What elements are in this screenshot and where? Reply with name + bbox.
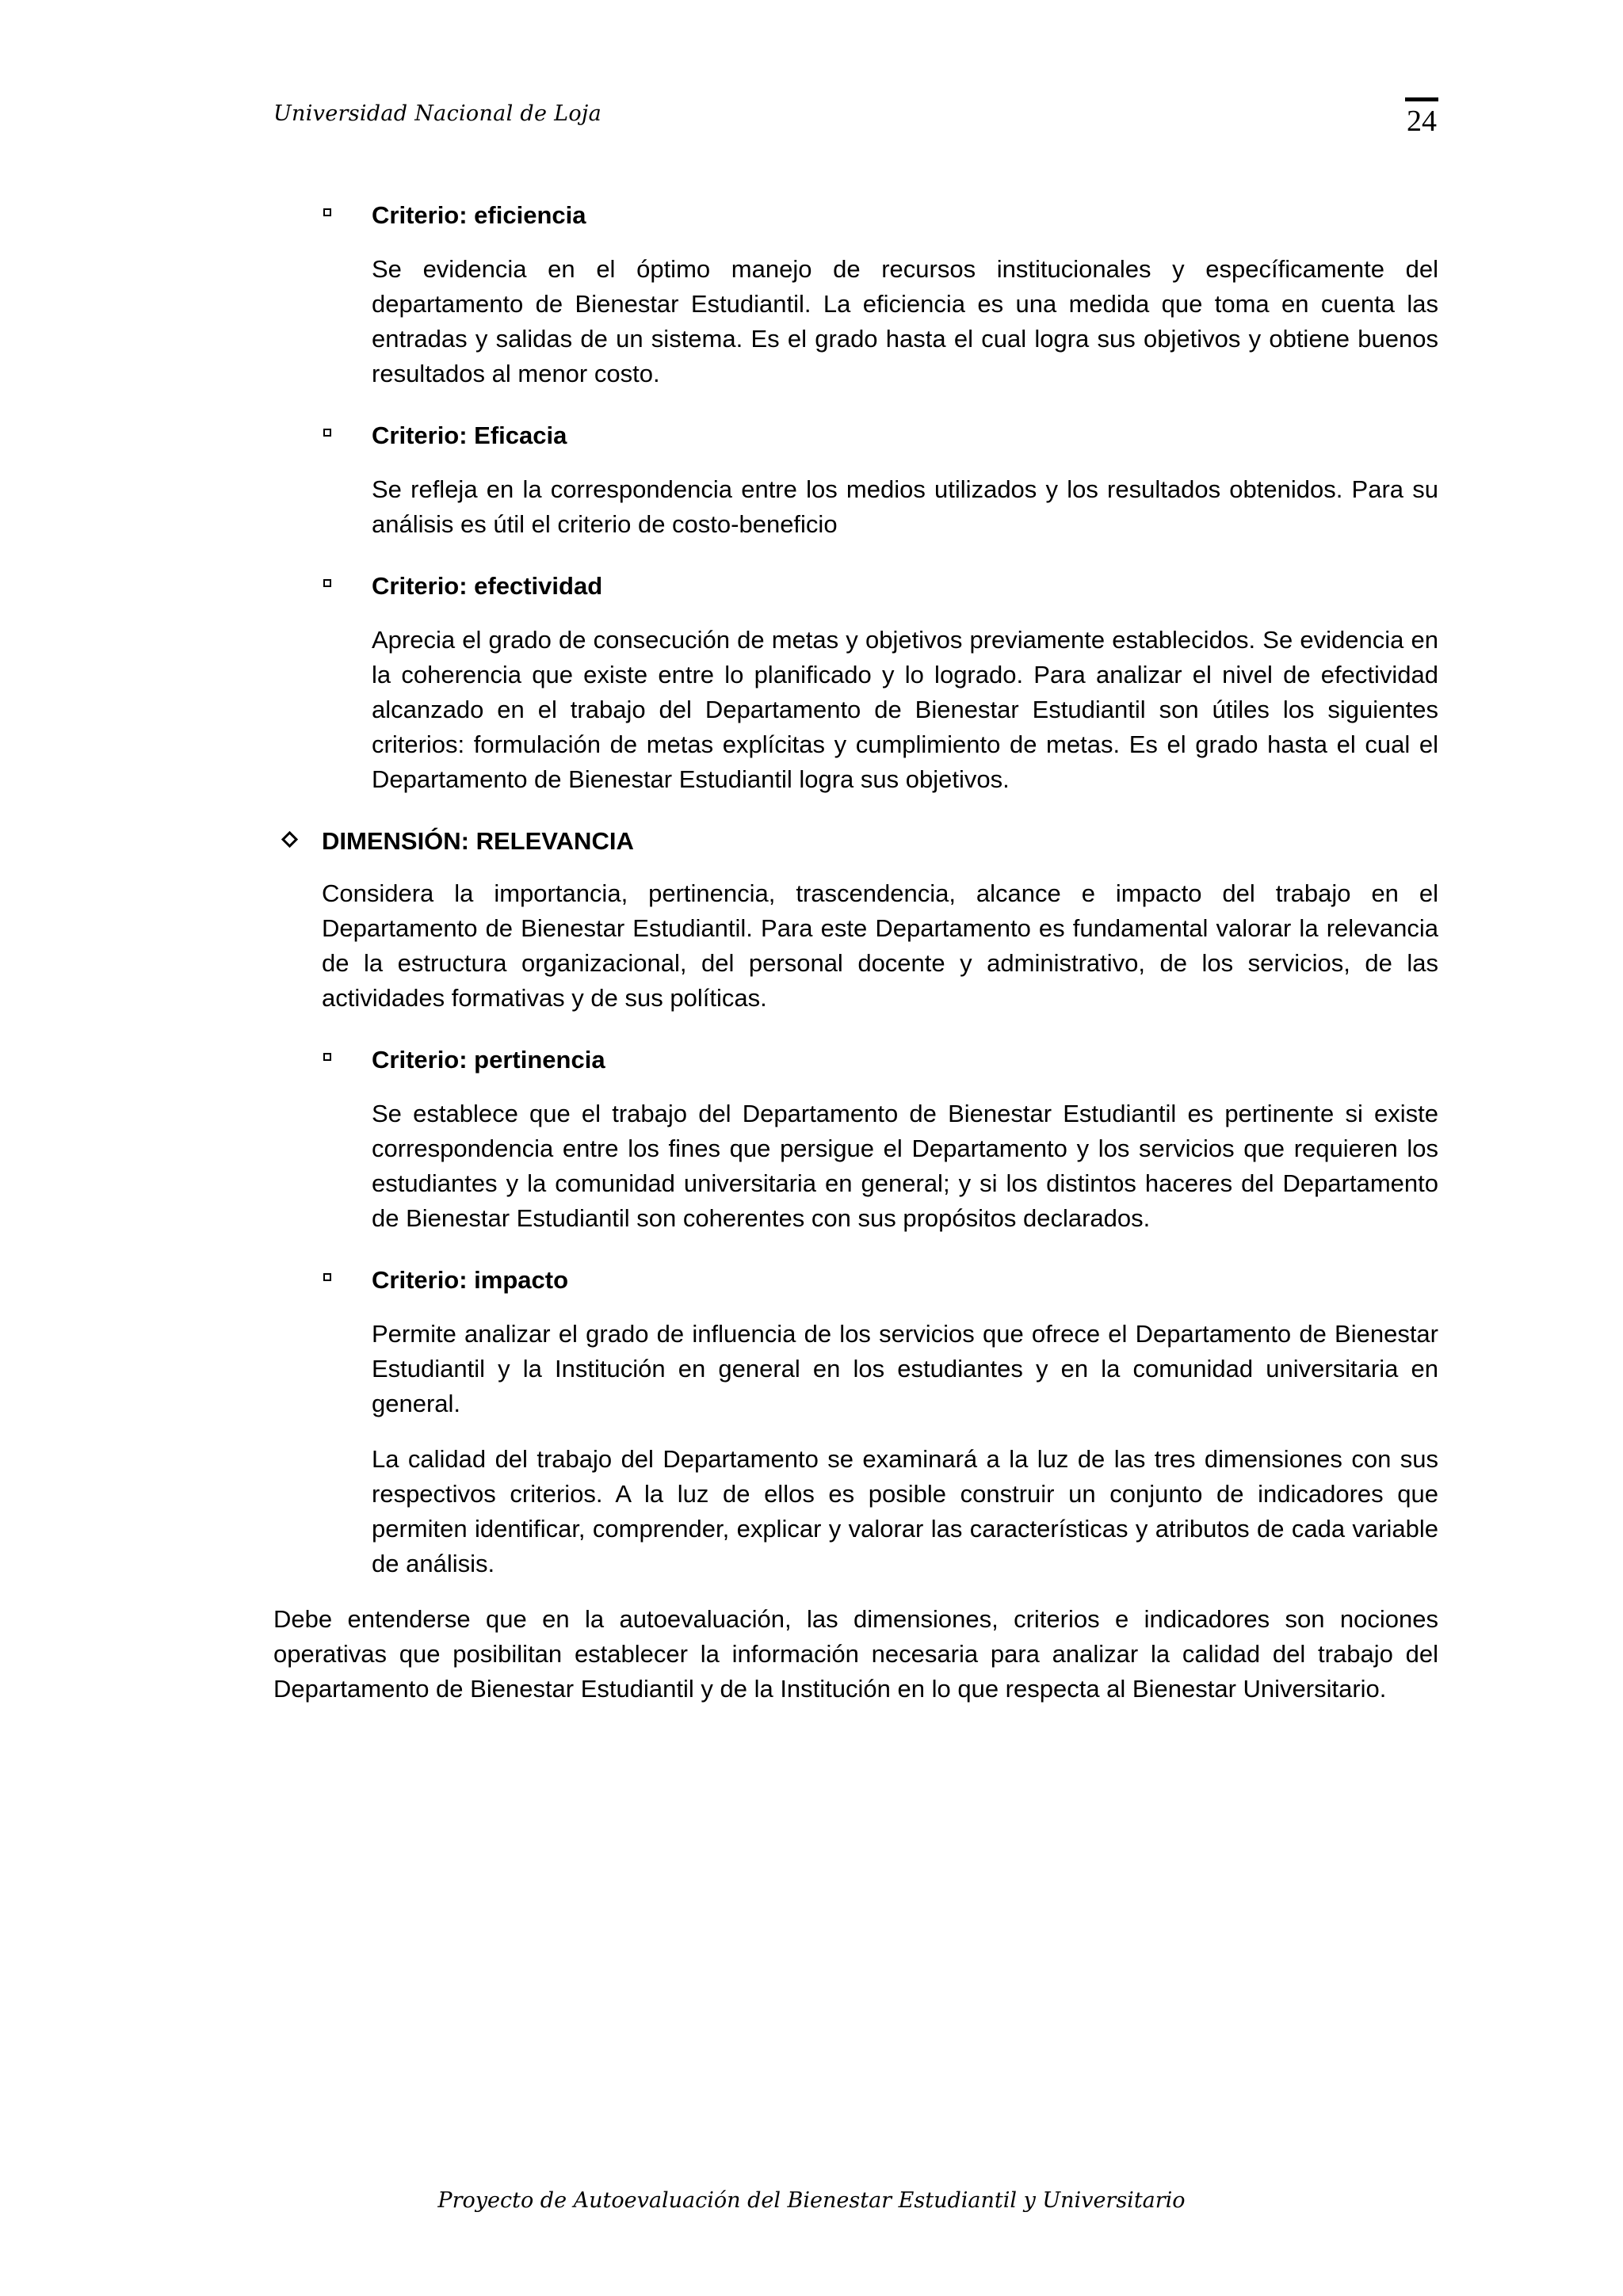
criterion-paragraph-2: La calidad del trabajo del Departamento se examinará a la luz de las tres dimensiones con sus respectivos criterios. A la luz de ellos es posible construir un conjunto de indicadores que permiten identificar, comprender, explicar y valorar las características y atributos de cada variable de análisis. (372, 1445, 1438, 1577)
criterion-impacto (372, 1263, 1438, 1581)
square-bullet-icon (323, 1273, 331, 1281)
square-bullet-icon (323, 429, 331, 437)
criterion-heading (372, 569, 1438, 604)
criterion-heading (372, 198, 1438, 233)
criterion-pertinencia (372, 1043, 1438, 1236)
criterion-paragraph: Se establece que el trabajo del Departamento de Bienestar Estudiantil es pertinente si existe correspondencia entre los fines que persigue el Departamento y los servicios que requieren los estudiantes y la comunidad universitaria en general; y si los distintos haceres del Departamento de Bienestar Estudiantil son coherentes con sus propósitos declarados. (372, 1100, 1438, 1232)
criterion-paragraph: Aprecia el grado de consecución de metas y objetivos previamente establecidos. Se evidencia en la coherencia que existe entre lo planificado y lo logrado. Para analizar el nivel de efectividad alcanzado en el trabajo del Departamento de Bienestar Estudiantil son útiles los siguientes criterios: formulación de metas explícitas y cumplimiento de metas. Es el grado hasta el cual el Departamento de Bienestar Estudiantil logra sus objetivos. (372, 626, 1438, 793)
criterion-heading (372, 1263, 1438, 1298)
square-bullet-icon (323, 579, 331, 587)
footer-text: Proyecto de Autoevaluación del Bienestar Estudiantil y Universitario (437, 2188, 1186, 2213)
dimension-paragraph: Considera la importancia, pertinencia, trascendencia, alcance e impacto del trabajo en el Departamento de Bienestar Estudiantil. Para este Departamento es fundamental valorar la relevancia de la estructura organizacional, del personal docente y administrativo, de los servicios, de las actividades formativas y de sus políticas. (322, 879, 1438, 1012)
criterion-heading-text: Criterio: pertinencia (372, 1046, 605, 1074)
criterion-heading (372, 418, 1438, 453)
criterion-eficacia (372, 418, 1438, 542)
dimension-heading-text: DIMENSIÓN: RELEVANCIA (322, 827, 634, 855)
document-body (273, 198, 1438, 1707)
square-bullet-icon (323, 1053, 331, 1061)
criterion-heading (372, 1043, 1438, 1077)
criterion-heading-text: Criterio: efectividad (372, 572, 603, 600)
criterion-efectividad (372, 569, 1438, 797)
criterion-paragraph: Se refleja en la correspondencia entre los medios utilizados y los resultados obtenidos. Para su análisis es útil el criterio de costo-beneficio (372, 475, 1438, 538)
header-title: Universidad Nacional de Loja (273, 101, 601, 126)
criterion-heading-text: Criterio: impacto (372, 1266, 569, 1294)
square-bullet-icon (323, 208, 331, 216)
dimension-heading (322, 824, 1438, 859)
page-number-rule (1405, 97, 1438, 101)
closing-paragraph: Debe entenderse que en la autoevaluación, las dimensiones, criterios e indicadores son nociones operativas que posibilitan establecer la información necesaria para analizar la calidad del trabajo del Departamento de Bienestar Estudiantil y de la Institución en lo que respecta al Bienestar Universitario. (273, 1605, 1438, 1703)
criterion-eficiencia (372, 198, 1438, 391)
criterion-paragraph: Se evidencia en el óptimo manejo de recursos institucionales y específicamente del departamento de Bienestar Estudiantil. La eficiencia es una medida que toma en cuenta las entradas y salidas de un sistema. Es el grado hasta el cual logra sus objetivos y obtiene buenos resultados al menor costo. (372, 255, 1438, 387)
diamond-bullet-icon (281, 831, 298, 848)
criterion-heading-text: Criterio: eficiencia (372, 201, 586, 229)
criterion-heading-text: Criterio: Eficacia (372, 421, 567, 449)
page-number-block (1405, 97, 1438, 136)
page-number: 24 (1407, 105, 1437, 138)
dimension-relevancia (322, 824, 1438, 1016)
criterion-paragraph: Permite analizar el grado de influencia de los servicios que ofrece el Departamento de Bienestar Estudiantil y la Institución en general en los estudiantes y en la comunidad universitaria en general. (372, 1320, 1438, 1417)
